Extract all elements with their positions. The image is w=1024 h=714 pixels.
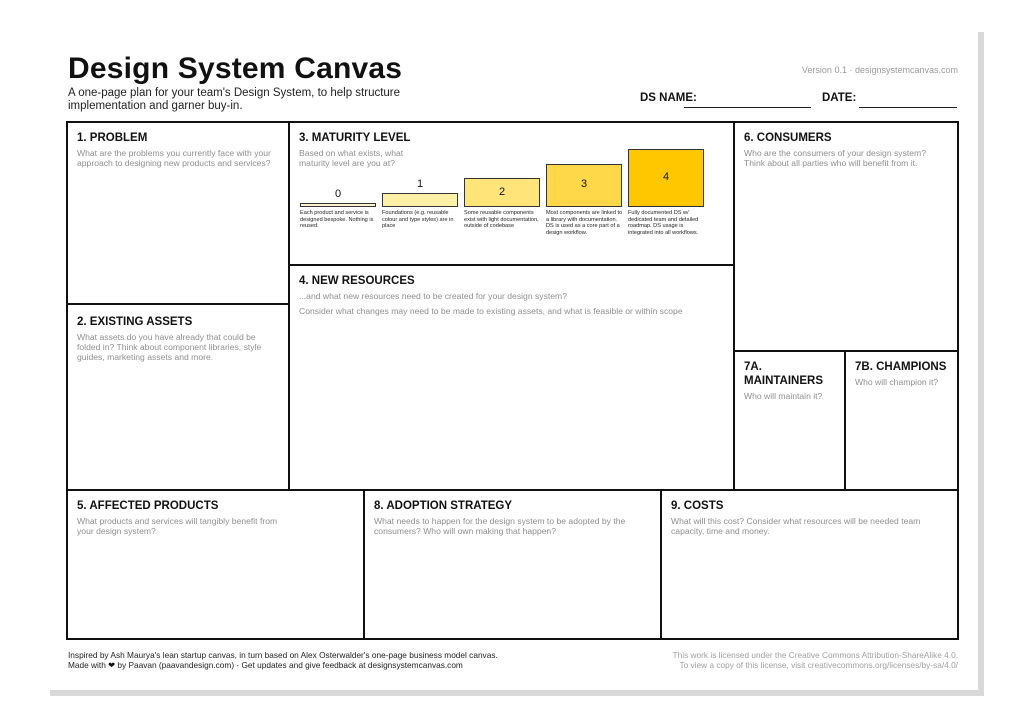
maturity-level-number: 0 bbox=[335, 188, 342, 200]
maturity-level-number: 1 bbox=[417, 177, 424, 190]
section-title: 3. MATURITY LEVEL bbox=[299, 132, 411, 144]
maintainers-section[interactable] bbox=[735, 352, 844, 401]
section-description: Who will maintain it? bbox=[744, 391, 823, 401]
footer-author: by Paavan (paavandesign.com) · Get updates and give feedback at designsystemcanvas.com bbox=[117, 660, 463, 670]
license-line: To view a copy of this license, visit creativecommons.org/licenses/by-sa/4.0/ bbox=[679, 660, 958, 670]
section-title: 9. COSTS bbox=[671, 500, 724, 512]
section-title: 5. AFFECTED PRODUCTS bbox=[77, 500, 219, 512]
costs-section[interactable] bbox=[662, 491, 957, 536]
date-input[interactable] bbox=[859, 84, 957, 108]
divider bbox=[68, 303, 289, 305]
date-label: DATE: bbox=[822, 92, 857, 104]
canvas-grid bbox=[66, 121, 959, 640]
maturity-level-description: Some reusable components exist with light documentation, outside of codebase bbox=[464, 210, 539, 230]
section-description: Based on what exists, what maturity level are you at? bbox=[299, 148, 404, 168]
problem-section[interactable] bbox=[68, 123, 288, 168]
new-resources-section[interactable] bbox=[290, 266, 733, 316]
maturity-level-description: Most components are linked to a library with documentation. DS is used as a core part of a design workflow. bbox=[546, 210, 623, 236]
adoption-strategy-section[interactable] bbox=[365, 491, 660, 536]
section-description-2: Consider what changes may need to be made to existing assets, and what is feasible or within scope bbox=[299, 306, 683, 316]
section-description: ...and what new resources need to be created for your design system? bbox=[299, 291, 567, 301]
footer-line: Inspired by Ash Maurya's lean startup canvas, in turn based on Alex Osterwalder's one-page business model canvas. bbox=[68, 650, 498, 660]
maturity-level-section[interactable] bbox=[290, 123, 733, 264]
ds-name-input[interactable] bbox=[684, 84, 811, 108]
maturity-level-description: Fully documented DS w/ dedicated team and detailed roadmap. DS usage is integrated into all workflows. bbox=[628, 210, 699, 236]
maturity-level-0-bar[interactable] bbox=[300, 203, 376, 207]
section-title: 7B. CHAMPIONS bbox=[855, 361, 947, 373]
maturity-level-number: 2 bbox=[499, 185, 506, 198]
license-line: This work is licensed under the Creative Commons Attribution-ShareAlike 4.0. bbox=[672, 650, 958, 660]
heart-icon: ❤ bbox=[108, 660, 116, 670]
footer-line bbox=[68, 660, 498, 670]
page-title: Design System Canvas bbox=[68, 52, 403, 85]
section-description: What needs to happen for the design system to be adopted by the consumers? Who will own making that happen? bbox=[374, 516, 626, 536]
affected-products-section[interactable] bbox=[68, 491, 363, 536]
consumers-section[interactable] bbox=[735, 123, 957, 168]
maturity-level-number: 4 bbox=[663, 171, 670, 183]
footer-license bbox=[673, 650, 958, 670]
maturity-level-1-bar[interactable] bbox=[382, 193, 458, 208]
maturity-scale bbox=[290, 123, 790, 243]
section-description: Who are the consumers of your design system? Think about all parties who will benefit from it. bbox=[744, 148, 926, 168]
section-title: 7A. MAINTAINERS bbox=[744, 361, 824, 387]
section-description: What will this cost? Consider what resources will be needed team capacity, time and money. bbox=[671, 516, 921, 536]
champions-section[interactable] bbox=[846, 352, 957, 387]
version-label: Version 0.1 · designsystemcanvas.com bbox=[801, 65, 958, 75]
section-title: 4. NEW RESOURCES bbox=[299, 275, 415, 287]
section-title: 8. ADOPTION STRATEGY bbox=[374, 500, 513, 512]
existing-assets-section[interactable] bbox=[68, 307, 288, 362]
section-description: What assets do you have already that could be folded in? Think about component libraries, style guides, marketing assets and more. bbox=[77, 332, 262, 362]
section-description: What are the problems you currently face with your approach to designing new products and services? bbox=[77, 148, 271, 168]
ds-name-label: DS NAME: bbox=[640, 92, 697, 104]
section-description: Who will champion it? bbox=[855, 377, 939, 387]
maturity-level-description: Foundations (e.g. reusable colour and type styles) are in place bbox=[382, 210, 454, 230]
canvas-sheet bbox=[44, 26, 978, 690]
section-title: 1. PROBLEM bbox=[77, 132, 148, 144]
maturity-level-number: 3 bbox=[581, 178, 588, 191]
maturity-level-description: Each product and service is designed bespoke. Nothing is reused. bbox=[300, 210, 374, 230]
section-title: 6. CONSUMERS bbox=[744, 132, 832, 144]
footer-credits bbox=[68, 650, 498, 670]
section-description: What products and services will tangibly benefit from your design system? bbox=[77, 516, 278, 536]
section-title: 2. EXISTING ASSETS bbox=[77, 316, 193, 328]
footer-made-with: Made with bbox=[68, 660, 106, 670]
page-subtitle: A one-page plan for your team's Design System, to help structure implementation and garner buy-in. bbox=[68, 87, 401, 112]
